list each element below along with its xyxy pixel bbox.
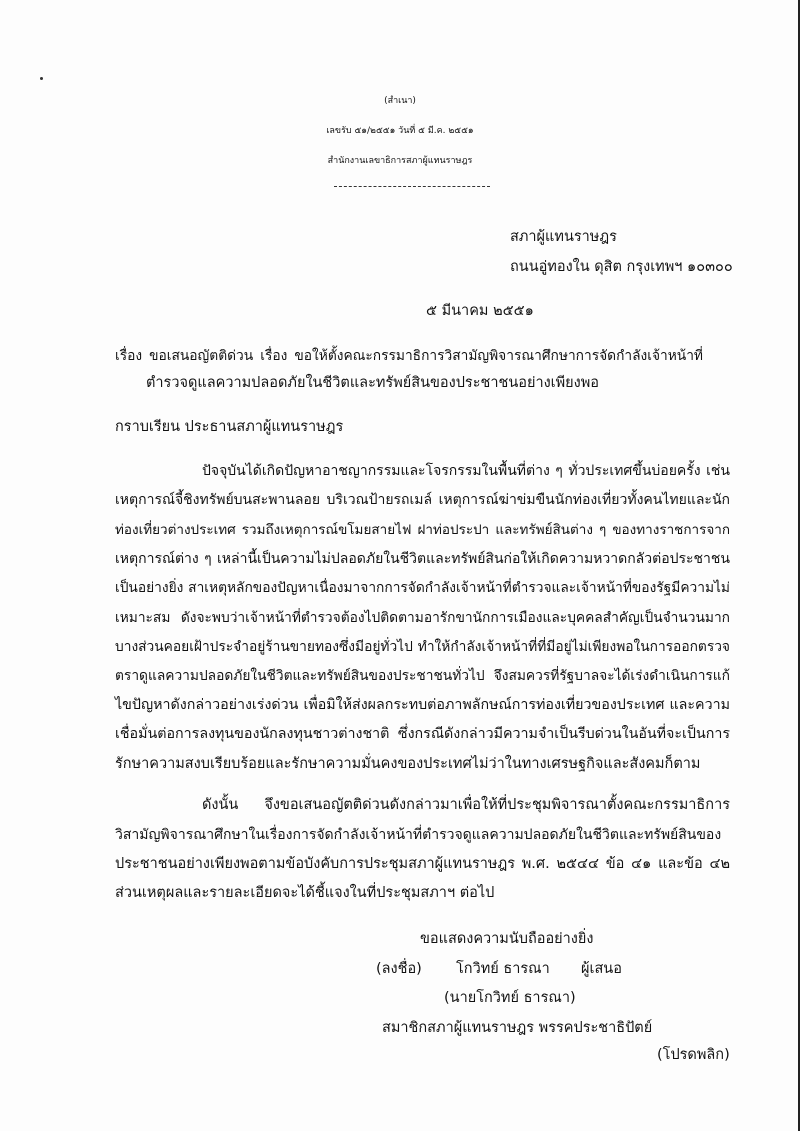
turn-over-note: (โปรดพลิก) [657,1047,730,1063]
sign-label: (ลงชื่อ) [376,961,422,977]
salutation: กราบเรียน ประธานสภาผู้แทนราษฎร [115,419,344,435]
signer-name: โกวิทย์ ธารณา [456,961,550,977]
letter-date: ๕ มีนาคม ๒๕๕๑ [426,303,534,319]
paragraph-line: ประชาชนอย่างเพียงพอตามข้อบังคับการประชุมสภาผู้แทนราษฎร พ.ศ. ๒๕๔๔ ข้อ ๔๑ และข้อ ๔๒ [115,856,730,872]
paragraph-line: วิสามัญพิจารณาศึกษาในเรื่องการจัดกำลังเจ้าหน้าที่ตำรวจดูแลความปลอดภัยในชีวิตและทรัพย์สินของ [115,827,722,843]
paragraph-line: เหตุการณ์ต่าง ๆ เหล่านี้เป็นความไม่ปลอดภัยในชีวิตและทรัพย์สินก่อให้เกิดความหวาดกลัวต่อประชาชน [115,551,730,567]
paragraph-line: เหตุการณ์จี้ชิงทรัพย์บนสะพานลอย บริเวณป้ายรถเมล์ เหตุการณ์ฆ่าข่มขืนนักท่องเที่ยวทั้งคนไทยและนัก [115,492,730,508]
office-name: สำนักงานเลขาธิการสภาผู้แทนราษฎร [327,156,473,166]
paragraph-line: เป็นอย่างยิ่ง สาเหตุหลักของปัญหาเนื่องมาจากการจัดกำลังเจ้าหน้าที่ตำรวจและเจ้าหน้าที่ของรัฐมีความไม่ [115,580,730,596]
paragraph-line: ปัจจุบันได้เกิดปัญหาอาชญากรรมและโจรกรรมในพื้นที่ต่าง ๆ ทั่วประเทศขึ้นบ่อยครั้ง เช่น [202,463,730,479]
paragraph-line: ดังนั้น จึงขอเสนอญัตติด่วนดังกล่าวมาเพื่อให้ที่ประชุมพิจารณาตั้งคณะกรรมาธิการ [202,797,730,813]
address-line-2: ถนนอู่ทองใน ดุสิต กรุงเทพฯ ๑๐๓๐๐ [510,259,733,275]
scan-dot-mark [40,77,43,80]
paragraph-line: ไขปัญหาดังกล่าวอย่างเร่งด่วน เพื่อมิให้ส่งผลกระทบต่อภาพลักษณ์การท่องเที่ยวของประเทศ และความ [115,697,730,713]
paragraph-line: เหมาะสม ดังจะพบว่าเจ้าหน้าที่ตำรวจต้องไปติดตามอารักขานักการเมืองและบุคคลสำคัญเป็นจำนวนมาก [115,610,730,626]
signer-role: ผู้เสนอ [581,961,622,977]
signer-position: สมาชิกสภาผู้แทนราษฎร พรรคประชาธิปัตย์ [382,1020,653,1036]
closing-respect: ขอแสดงความนับถืออย่างยิ่ง [420,931,594,947]
signer-full-name: (นายโกวิทย์ ธารณา) [444,990,576,1006]
paragraph-line: เชื่อมั่นต่อการลงทุนของนักลงทุนชาวต่างชาติ ซึ่งกรณีดังกล่าวมีความจำเป็นรีบด่วนในอันที่จะเป็นการ [115,726,730,742]
paragraph-line: บางส่วนคอยเฝ้าประจำอยู่ร้านขายทองซึ่งมีอยู่ทั่วไป ทำให้กำลังเจ้าหน้าที่ที่มีอยู่ไม่เพียงพอในการออกตรวจ [115,639,730,655]
receipt-line: เลขรับ ๕๑/๒๕๕๑ วันที่ ๕ มี.ค. ๒๕๕๑ [326,126,474,136]
paragraph-line: ท่องเที่ยวต่างประเทศ รวมถึงเหตุการณ์ขโมยสายไฟ ฝาท่อประปา และทรัพย์สินต่าง ๆ ของทางราชการจาก [115,522,730,538]
paragraph-line: ตราดูแลความปลอดภัยในชีวิตและทรัพย์สินของประชาชนทั่วไป จึงสมควรที่รัฐบาลจะได้เร่งดำเนินการแก้ [115,668,730,684]
paragraph-line: รักษาความสงบเรียบร้อยและรักษาความมั่นคงของประเทศไม่ว่าในทางเศรษฐกิจและสังคมก็ตาม [115,756,701,772]
header-divider [334,186,490,187]
address-line-1: สภาผู้แทนราษฎร [510,229,617,245]
paragraph-line: ส่วนเหตุผลและรายละเอียดจะได้ชี้แจงในที่ประชุมสภาฯ ต่อไป [115,885,495,901]
subject-line-2: ตำรวจดูแลความปลอดภัยในชีวิตและทรัพย์สินของประชาชนอย่างเพียงพอ [146,375,600,391]
subject-line-1: เรื่อง ขอเสนอญัตติด่วน เรื่อง ขอให้ตั้งคณะกรรมาธิการวิสามัญพิจารณาศึกษาการจัดกำลังเจ้าหน้าที่ [115,348,703,364]
copy-mark: (สำเนา) [384,96,416,106]
